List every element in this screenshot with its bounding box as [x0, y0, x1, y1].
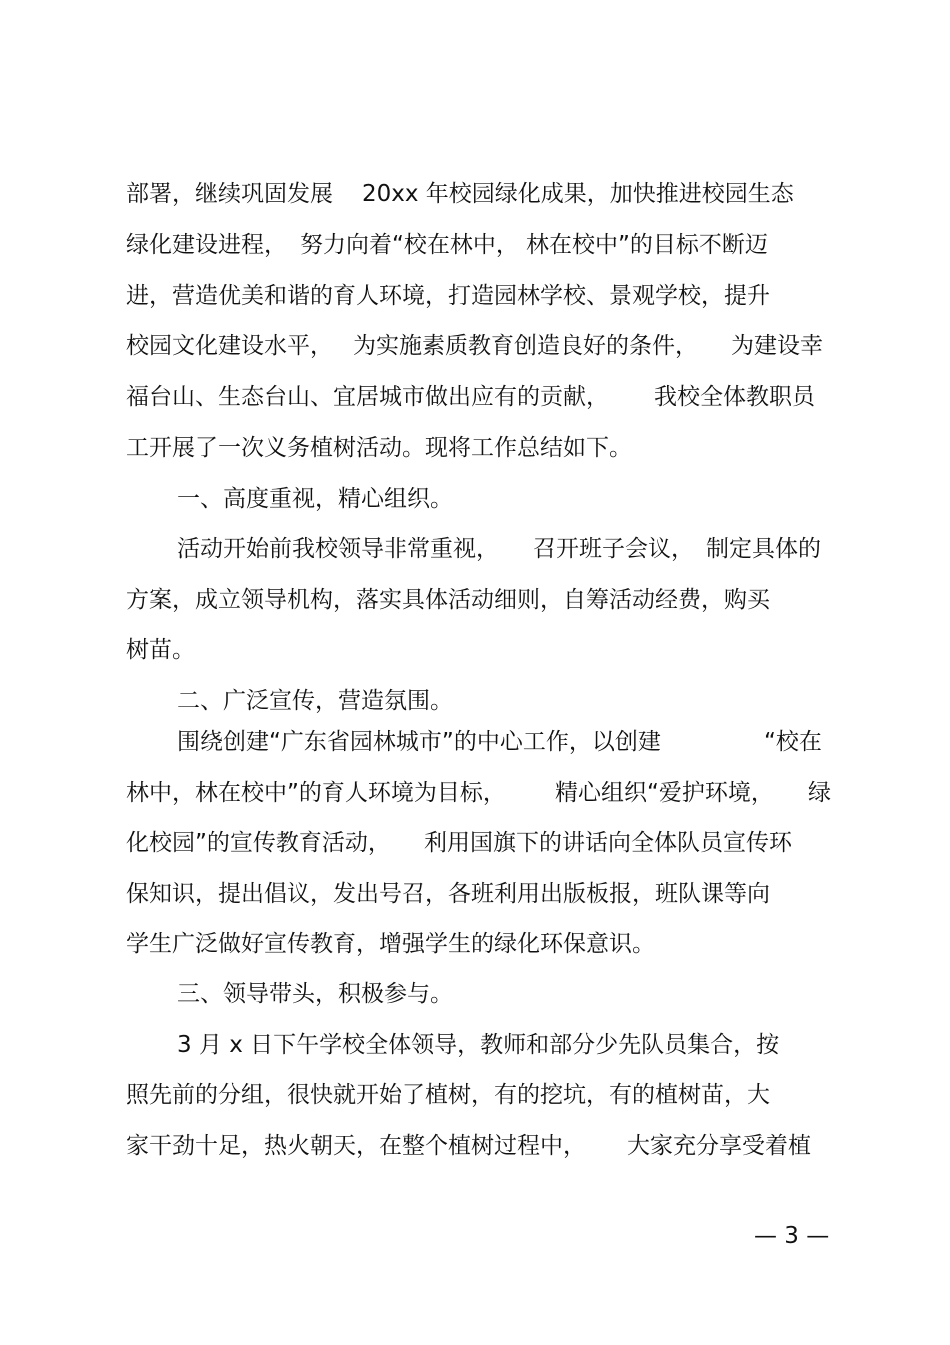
text-segment: 林在校中”的目标不断迈: [526, 232, 768, 258]
text-segment: 校园文化建设水平，: [126, 333, 333, 359]
text-segment: 3 月 x 日下午学校全体领导，教师和部分少先队员集合，按: [177, 1032, 780, 1058]
text-segment: “校在: [764, 729, 822, 755]
section-heading-3: [0, 974, 950, 1014]
text-line-18: [0, 1025, 950, 1065]
text-segment: 学生广泛做好宣传教育，增强学生的绿化环保意识。: [126, 931, 655, 957]
text-line-15: [0, 874, 950, 914]
text-segment: 制定具体的: [706, 536, 821, 562]
text-segment: 利用国旗下的讲话向全体队员宣传环: [424, 830, 792, 856]
text-line-3: [0, 276, 950, 316]
text-segment: 树苗。: [126, 637, 195, 663]
section-heading-2: [0, 681, 950, 721]
text-segment: 围绕创建“广东省园林城市”的中心工作，以创建: [177, 729, 661, 755]
text-segment: 二、广泛宣传，营造氛围。: [177, 688, 453, 714]
text-segment: 家干劲十足，热火朝天，在整个植树过程中，: [126, 1133, 586, 1159]
text-line-10: [0, 630, 950, 670]
text-segment: 林中，林在校中”的育人环境为目标，: [126, 780, 506, 806]
text-line-12: [0, 722, 950, 762]
text-segment: 绿: [808, 780, 831, 806]
text-segment: 为实施素质教育创造良好的条件，: [353, 333, 698, 359]
text-segment: 大家充分享受着植: [627, 1133, 811, 1159]
text-segment: 为建设幸: [731, 333, 823, 359]
text-segment: 我校全体教职员: [654, 384, 815, 410]
text-line-4: [0, 326, 950, 366]
page-number: — 3 —: [754, 1223, 830, 1249]
text-segment: 20xx 年校园绿化成果，加快推进校园生态: [362, 181, 794, 207]
text-segment: 方案，成立领导机构，落实具体活动细则，自筹活动经费，购买: [126, 587, 770, 613]
text-line-6: [0, 428, 950, 468]
text-line-13: [0, 773, 950, 813]
text-line-20: [0, 1126, 950, 1166]
text-segment: 三、领导带头，积极参与。: [177, 981, 453, 1007]
text-segment: 努力向着“校在林中，: [300, 232, 519, 258]
section-heading-1: [0, 479, 950, 519]
text-segment: 绿化建设进程，: [126, 232, 287, 258]
text-line-9: [0, 580, 950, 620]
text-line-1: [0, 174, 950, 214]
text-segment: 部署，继续巩固发展: [126, 181, 333, 207]
text-line-14: [0, 823, 950, 863]
text-segment: 召开班子会议，: [533, 536, 694, 562]
text-segment: 进，营造优美和谐的育人环境，打造园林学校、景观学校，提升: [126, 283, 770, 309]
text-segment: 活动开始前我校领导非常重视，: [177, 536, 499, 562]
text-segment: 工开展了一次义务植树活动。现将工作总结如下。: [126, 435, 632, 461]
text-line-19: [0, 1075, 950, 1115]
text-line-8: [0, 529, 950, 569]
text-line-2: [0, 225, 950, 265]
text-segment: 福台山、生态台山、宜居城市做出应有的贡献，: [126, 384, 609, 410]
text-segment: 化校园”的宣传教育活动，: [126, 830, 391, 856]
text-segment: 一、高度重视，精心组织。: [177, 486, 453, 512]
text-segment: 保知识，提出倡议，发出号召，各班利用出版板报，班队课等向: [126, 881, 770, 907]
text-segment: 精心组织“爱护环境，: [555, 780, 774, 806]
text-line-5: [0, 377, 950, 417]
text-segment: 照先前的分组，很快就开始了植树，有的挖坑，有的植树苗，大: [126, 1082, 770, 1108]
text-line-16: [0, 924, 950, 964]
